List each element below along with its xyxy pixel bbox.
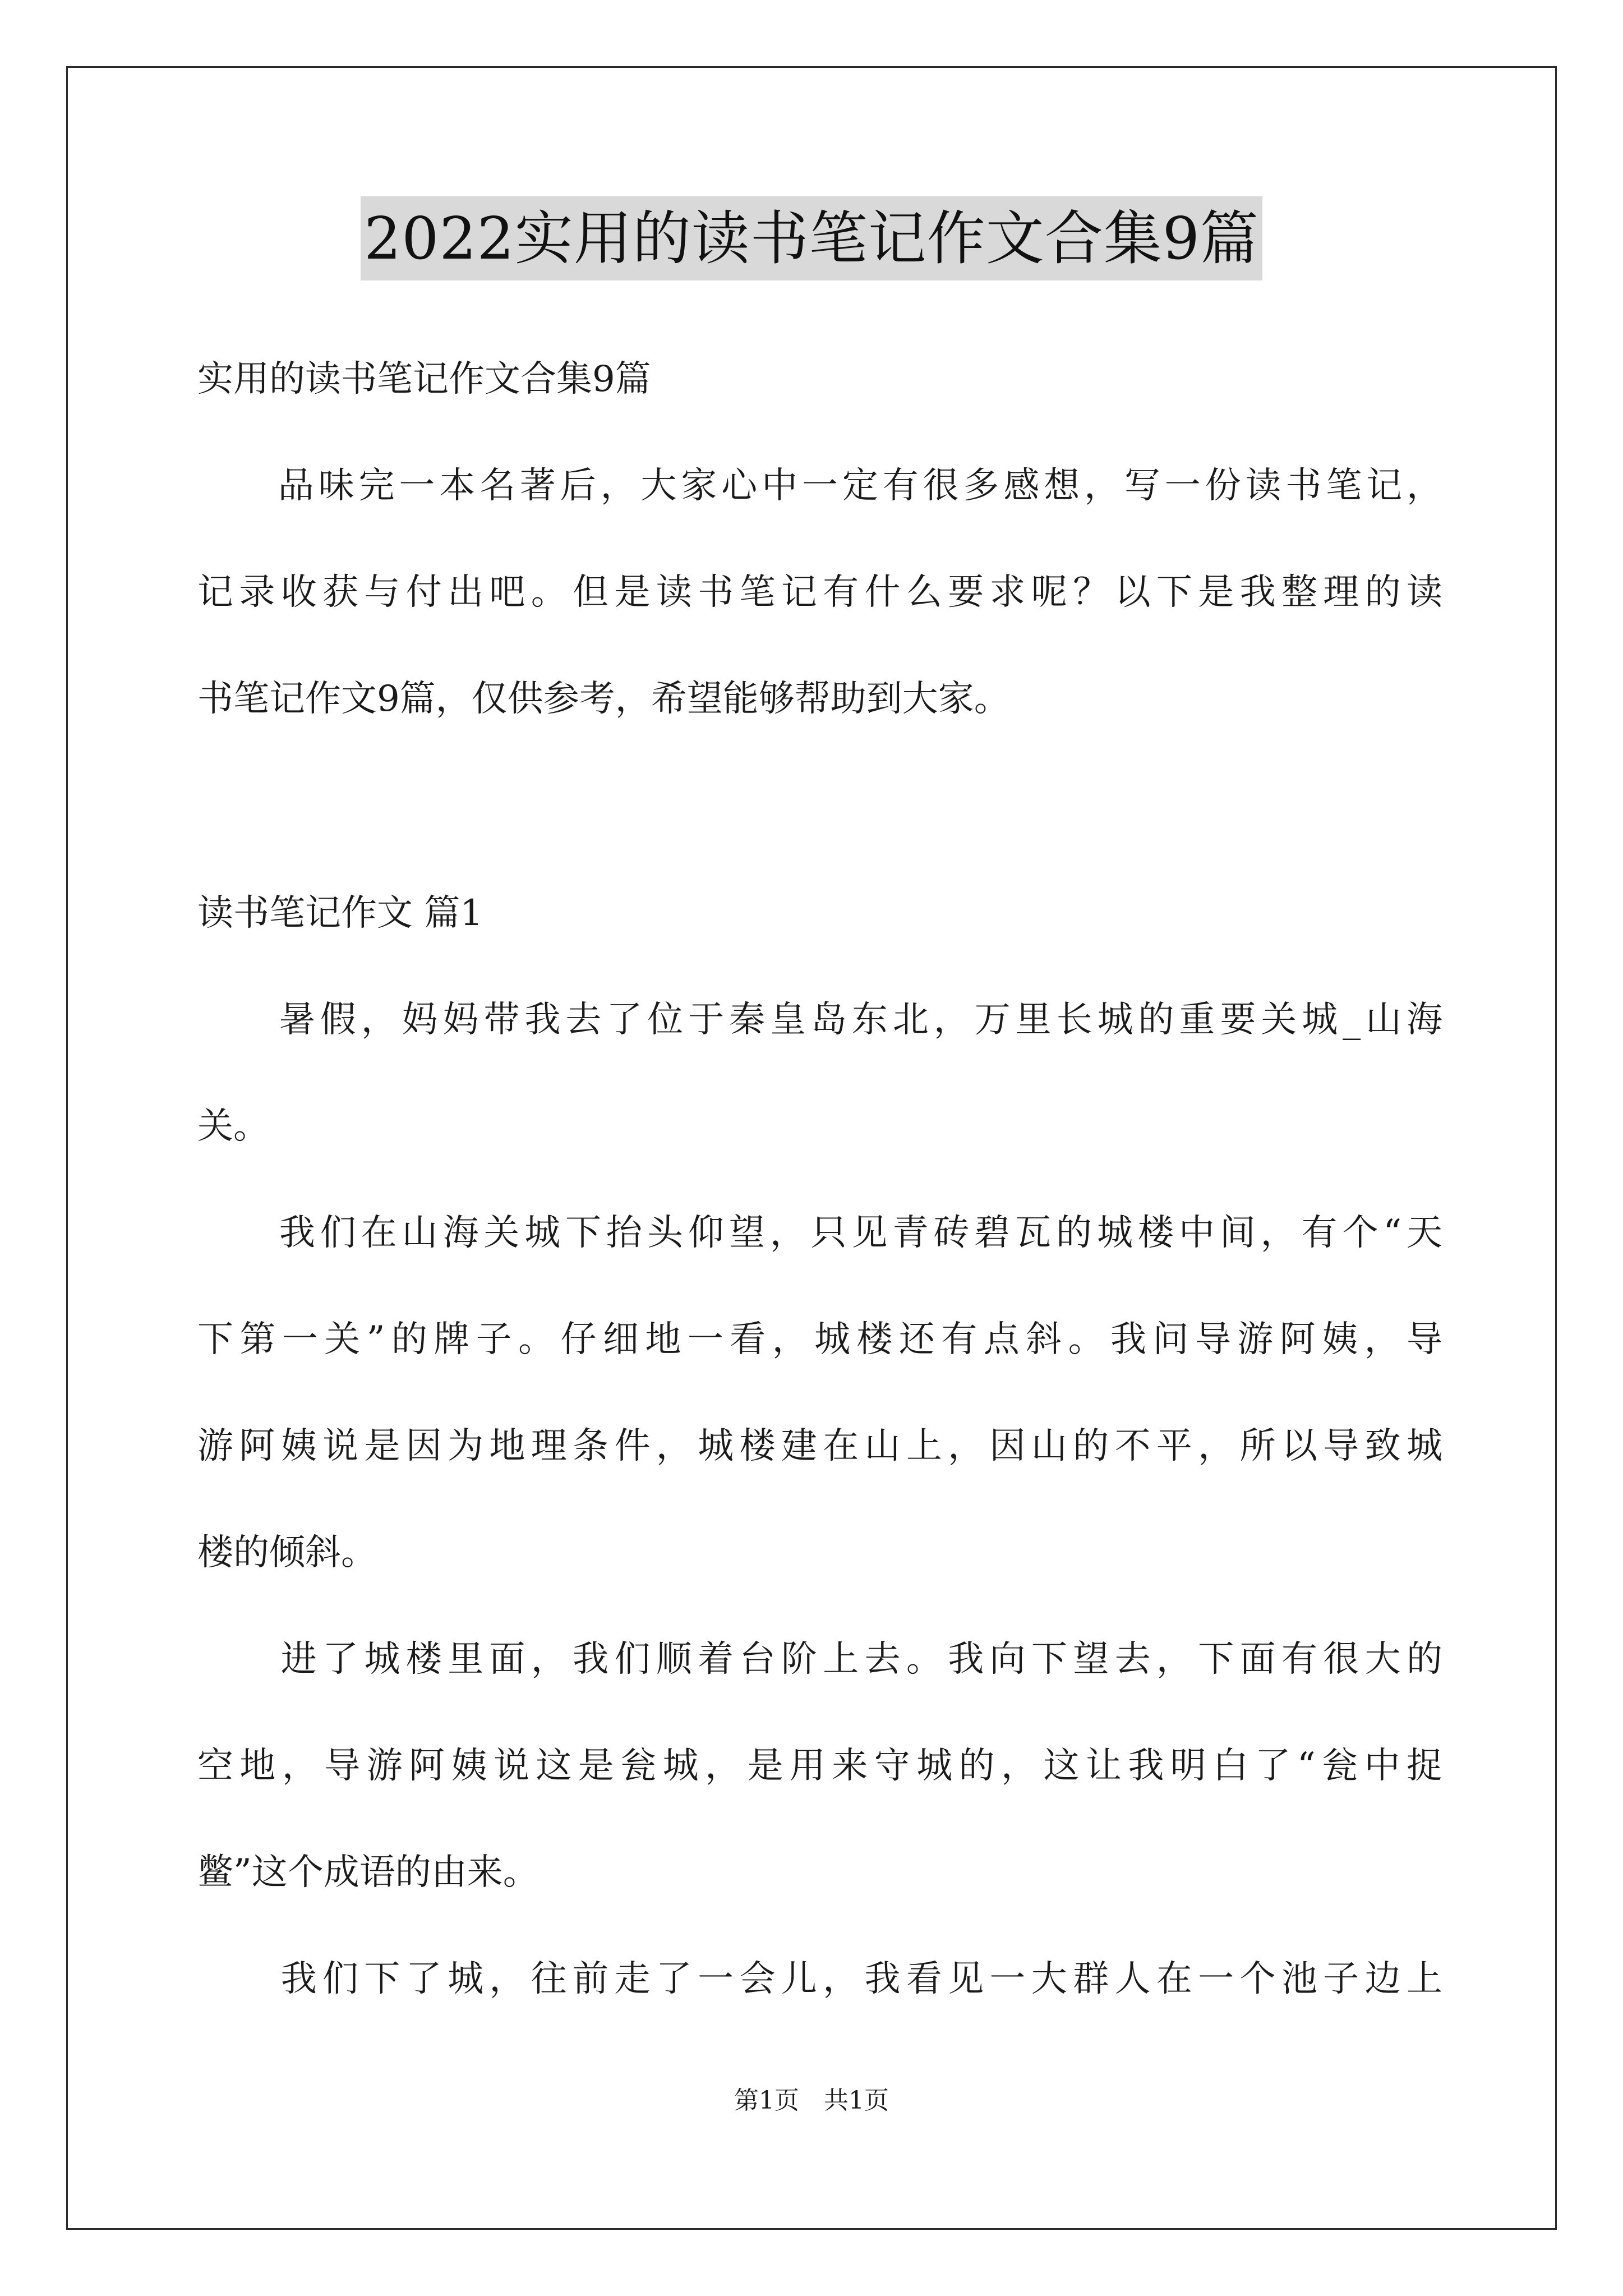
page-footer: 第1页 共1页 <box>734 2086 889 2115</box>
section-heading: 读书笔记作文 篇1 <box>197 892 483 934</box>
intro-line: 品味完一本名著后，大家心中一定有很多感想，写一份读书笔记， <box>197 465 1442 507</box>
body-line: 我们下了城，往前走了一会儿，我看见一大群人在一个池子边上 <box>197 1958 1442 2000</box>
body-line: 空地，导游阿姨说这是瓮城，是用来守城的，这让我明白了“瓮中捉 <box>197 1745 1442 1787</box>
title-wrapper <box>0 196 1623 280</box>
body-line: 暑假，妈妈带我去了位于秦皇岛东北，万里长城的重要关城_山海 <box>197 999 1442 1041</box>
body-line: 楼的倾斜。 <box>197 1532 377 1573</box>
document-subtitle: 实用的读书笔记作文合集9篇 <box>197 358 651 400</box>
body-line: 下第一关”的牌子。仔细地一看，城楼还有点斜。我问导游阿姨，导 <box>197 1319 1442 1360</box>
body-line: 我们在山海关城下抬头仰望，只见青砖碧瓦的城楼中间，有个“天 <box>197 1212 1442 1254</box>
body-line: 进了城楼里面，我们顺着台阶上去。我向下望去，下面有很大的 <box>197 1639 1442 1680</box>
body-line: 游阿姨说是因为地理条件，城楼建在山上，因山的不平，所以导致城 <box>197 1425 1442 1467</box>
body-line: 鳖”这个成语的由来。 <box>197 1852 539 1893</box>
intro-line: 记录收获与付出吧。但是读书笔记有什么要求呢？以下是我整理的读 <box>197 572 1442 613</box>
intro-line: 书笔记作文9篇，仅供参考，希望能够帮助到大家。 <box>197 678 1010 720</box>
document-title: 2022实用的读书笔记作文合集9篇 <box>361 196 1262 280</box>
body-line: 关。 <box>197 1106 269 1147</box>
